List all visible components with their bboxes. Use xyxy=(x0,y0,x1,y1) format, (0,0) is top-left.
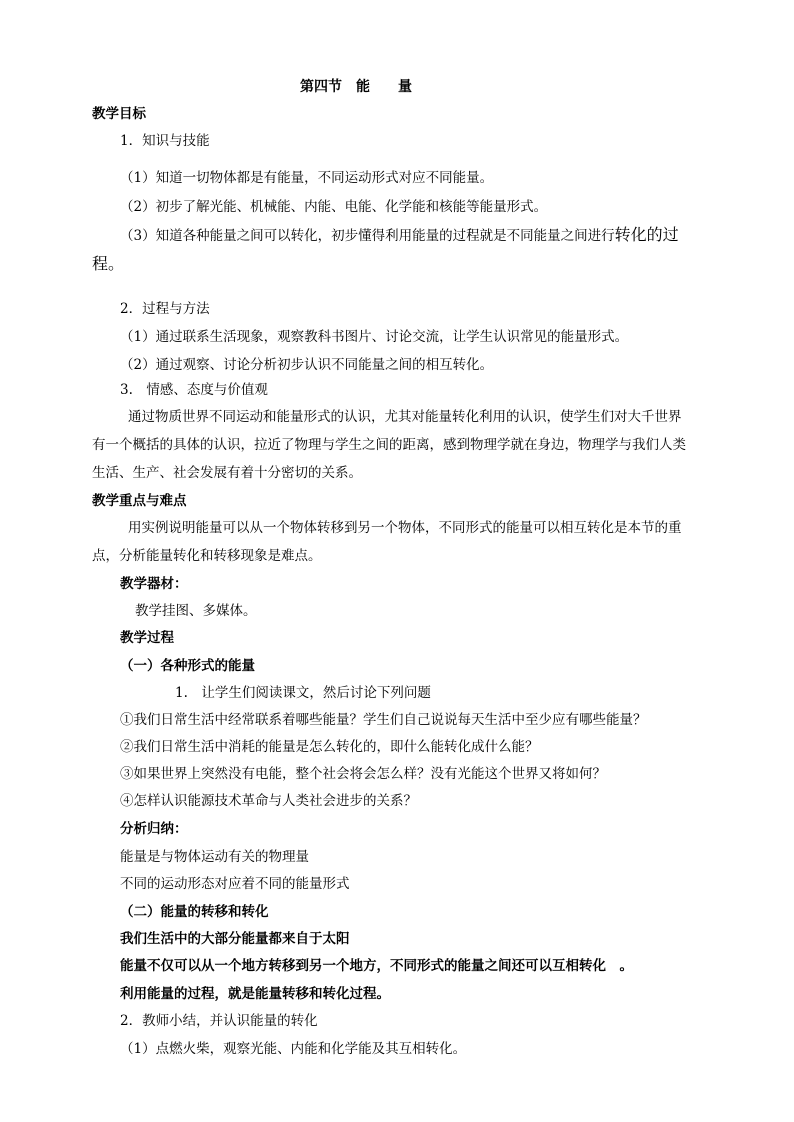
objectives-heading: 教学目标 xyxy=(92,106,146,122)
objective-section-2-title: 2．过程与方法 xyxy=(120,301,210,317)
summary-line-2: 不同的运动形态对应着不同的能量形式 xyxy=(120,876,350,892)
objective-1-item-3-continuation: 程。 xyxy=(92,254,125,273)
objective-3-paragraph-line-3: 生活、生产、社会发展有着十分密切的关系。 xyxy=(92,465,362,481)
question-3: ③如果世界上突然没有电能，整个社会将会怎么样？没有光能这个世界又将如何？ xyxy=(120,766,606,782)
energy-use-statement: 利用能量的过程，就是能量转移和转化过程。 xyxy=(120,986,390,1002)
objective-2-item-1: （1）通过联系生活现象，观察教科书图片、讨论交流，让学生认识常见的能量形式。 xyxy=(120,329,629,345)
summary-line-1: 能量是与物体运动有关的物理量 xyxy=(120,849,309,865)
objective-1-item-1: （1）知道一切物体都是有能量，不同运动形式对应不同能量。 xyxy=(120,170,494,186)
equipment-content: 教学挂图、多媒体。 xyxy=(135,603,257,619)
objective-3-paragraph-line-1: 通过物质世界不同运动和能量形式的认识，尤其对能量转化利用的认识，使学生们对大千世界 xyxy=(128,409,682,425)
equipment-heading: 教学器材： xyxy=(120,576,188,592)
objective-1-item-3-text-large: 转化的过 xyxy=(614,225,679,244)
process-part-1-title: （一）各种形式的能量 xyxy=(120,658,255,674)
process-heading: 教学过程 xyxy=(120,630,174,646)
objective-section-1-title: 1．知识与技能 xyxy=(120,133,210,149)
process-part-1-step-1: 1. 让学生们阅读课文，然后讨论下列问题 xyxy=(175,685,431,701)
energy-source-statement: 我们生活中的大部分能量都来自于太阳 xyxy=(120,931,350,947)
question-1: ①我们日常生活中经常联系着哪些能量？学生们自己说说每天生活中至少应有哪些能量？ xyxy=(120,712,647,728)
keypoints-paragraph-line-2: 点，分析能量转化和转移现象是难点。 xyxy=(92,548,322,564)
objective-1-item-2: （2）初步了解光能、机械能、内能、电能、化学能和核能等能量形式。 xyxy=(120,199,548,215)
question-4: ④怎样认识能源技术革命与人类社会进步的关系？ xyxy=(120,793,417,809)
objective-3-paragraph-line-2: 有一个概括的具体的认识，拉近了物理与学生之间的距离，感到物理学就在身边，物理学与我们人类 xyxy=(92,437,686,453)
process-part-2-step-2-item-1: （1）点燃火柴，观察光能、内能和化学能及其互相转化。 xyxy=(120,1041,467,1057)
question-2: ②我们日常生活中消耗的能量是怎么转化的，即什么能转化成什么能？ xyxy=(120,739,539,755)
objective-1-item-3-text: （3）知道各种能量之间可以转化，初步懂得利用能量的过程就是不同能量之间进行 xyxy=(120,228,615,244)
keypoints-heading: 教学重点与难点 xyxy=(92,493,187,509)
keypoints-paragraph-line-1: 用实例说明能量可以从一个物体转移到另一个物体，不同形式的能量可以相互转化是本节的重 xyxy=(128,520,682,536)
objective-1-item-3 xyxy=(120,225,679,246)
process-part-2-step-2: 2．教师小结，并认识能量的转化 xyxy=(120,1013,318,1029)
energy-transfer-statement: 能量不仅可以从一个地方转移到另一个地方，不同形式的能量之间还可以互相转化 。 xyxy=(120,958,633,974)
objective-section-3-title: 3. 情感、态度与价值观 xyxy=(120,382,268,398)
page-title: 第四节 能 量 xyxy=(300,79,412,95)
objective-2-item-2: （2）通过观察、讨论分析初步认识不同能量之间的相互转化。 xyxy=(120,357,494,373)
summary-heading: 分析归纳： xyxy=(120,821,188,837)
process-part-2-title: （二）能量的转移和转化 xyxy=(120,904,269,920)
